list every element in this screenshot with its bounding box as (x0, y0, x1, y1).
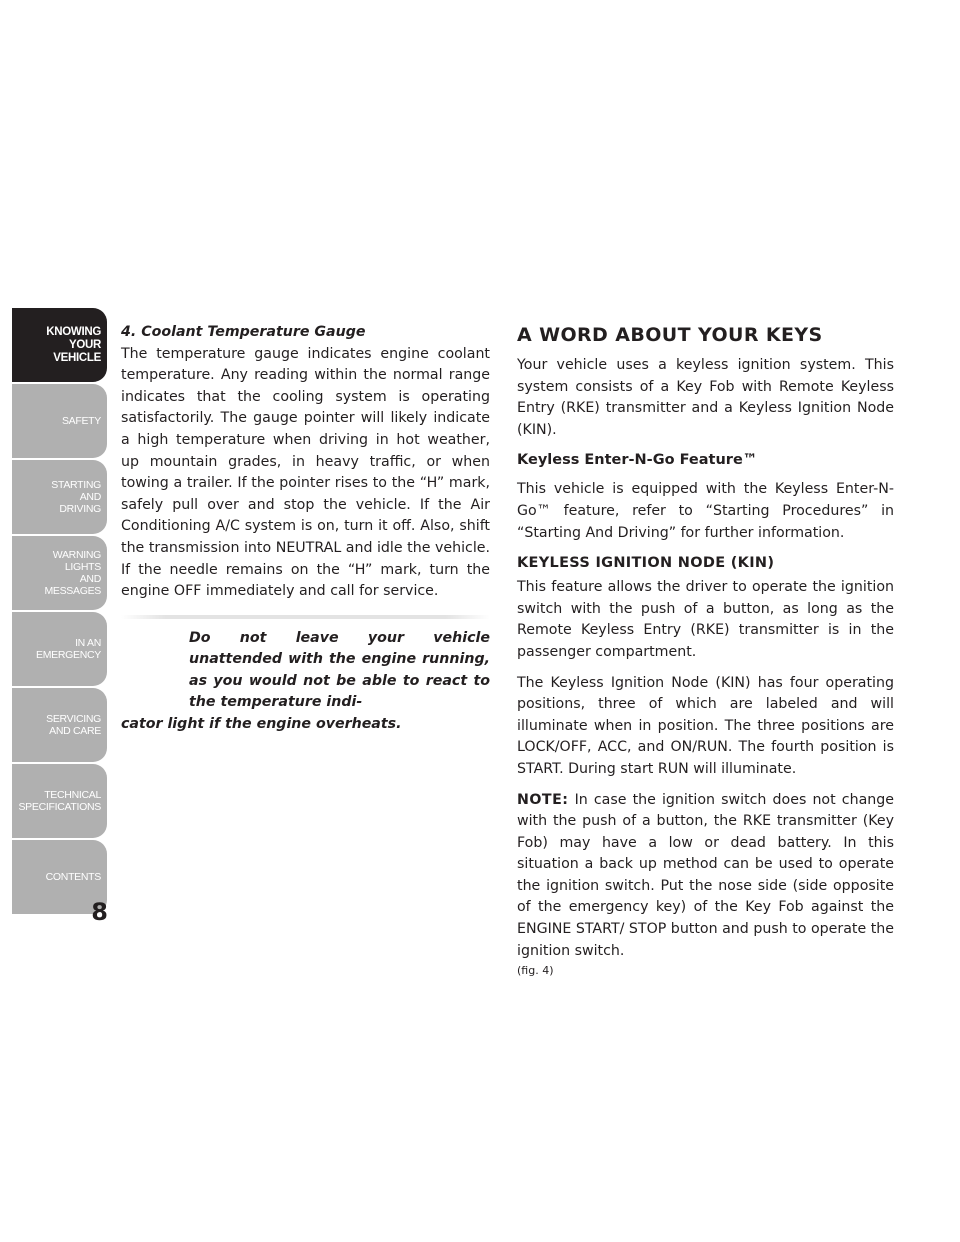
chapter-tab-2[interactable] (12, 384, 107, 458)
chapter-tab-label-line: MESSAGES (44, 585, 101, 597)
right-column (517, 322, 894, 980)
kin-paragraph-1: This feature allows the driver to operate the ignition switch with the push of a button, as long as the Remote Keyless Entry (RKE) transmitter is in the passenger compartment. (517, 579, 894, 660)
chapter-tab-label-line: IN AN (75, 637, 101, 649)
enter-n-go-paragraph: This vehicle is equipped with the Keyless Enter-N-Go™ feature, refer to “Starting Procedures” in “Starting And Driving” for further information. (517, 481, 894, 541)
note-label: NOTE: (517, 791, 569, 808)
chapter-tab-label-line: AND CARE (49, 725, 101, 737)
page-number: 8 (91, 898, 108, 926)
kin-paragraph-2: The Keyless Ignition Node (KIN) has four operating positions, three of which are labeled and will illuminate when in position. The three positions are LOCK/OFF, ACC, and ON/RUN. The fourth position is START. During start RUN will illuminate. (517, 674, 894, 777)
chapter-tab-6[interactable] (12, 688, 107, 762)
warning-box (121, 628, 490, 736)
chapter-tab-label-line: LIGHTS (64, 561, 101, 573)
chapter-tab-label-line: SERVICING (46, 713, 101, 725)
chapter-tab-label-line: CONTENTS (45, 871, 101, 883)
warning-text-last-line: cator light if the engine overheats. (121, 715, 402, 732)
warning-text: Do not leave your vehicle unattended with the engine running, as you would not be able to react to the temperature indi- (189, 629, 490, 711)
chapter-tab-label-line: EMERGENCY (36, 649, 101, 661)
left-column (121, 322, 490, 735)
figure-reference: (fig. 4) (517, 964, 554, 978)
note-paragraph (517, 790, 894, 963)
chapter-tab-7[interactable] (12, 764, 107, 838)
keys-section-heading: A WORD ABOUT YOUR KEYS (517, 324, 823, 346)
chapter-tab-label-line: KNOWING (46, 325, 101, 338)
note-text: In case the ignition switch does not change with the push of a button, the RKE transmitter (Key Fob) may have a low or dead battery. In this situation a back up method can be used to operate the ignition switch. Put the nose side (side opposite of the emergency key) of the Key Fob against the ENGINE START/ STOP button and push to operate the ignition switch. (517, 791, 894, 959)
chapter-tab-label-line: SAFETY (61, 415, 101, 427)
chapter-tab-3[interactable] (12, 460, 107, 534)
kin-heading: KEYLESS IGNITION NODE (KIN) (517, 555, 775, 572)
chapter-tab-label-line: AND (79, 491, 101, 503)
chapter-tab-label-line: YOUR (68, 338, 101, 351)
chapter-tab-label-line: WARNING (52, 549, 101, 561)
chapter-tab-1[interactable] (12, 308, 107, 382)
coolant-gauge-subheading: 4. Coolant Temperature Gauge (121, 324, 366, 340)
enter-n-go-heading: Keyless Enter-N-Go Feature™ (517, 452, 758, 469)
chapter-tab-label-line: STARTING (51, 479, 101, 491)
chapter-tab-label-line: TECHNICAL (44, 789, 101, 801)
keys-intro-paragraph: Your vehicle uses a keyless ignition system. This system consists of a Key Fob with Remote Keyless Entry (RKE) transmitter and a Keyless Ignition Node (KIN). (517, 357, 894, 438)
chapter-tab-label-line: AND (79, 573, 101, 585)
chapter-tab-label-line: DRIVING (59, 503, 101, 515)
chapter-tab-5[interactable] (12, 612, 107, 686)
chapter-tab-4[interactable] (12, 536, 107, 610)
warning-divider (121, 615, 490, 619)
chapter-tab-label-line: SPECIFICATIONS (18, 801, 101, 813)
coolant-gauge-paragraph: The temperature gauge indicates engine coolant temperature. Any reading within the normal range indicates that the cooling system is operating satisfactorily. The gauge pointer will likely indicate a high temperature when driving in hot weather, up mountain grades, in heavy traffic, or when towing a trailer. If the pointer rises to the “H” mark, safely pull over and stop the vehicle. If the Air Conditioning A/C system is on, turn it off. Also, shift the transmission into NEUTRAL and idle the vehicle. If the needle remains on the “H” mark, turn the engine OFF immediately and call for service. (121, 345, 490, 600)
chapter-tab-label-line: VEHICLE (53, 351, 101, 364)
